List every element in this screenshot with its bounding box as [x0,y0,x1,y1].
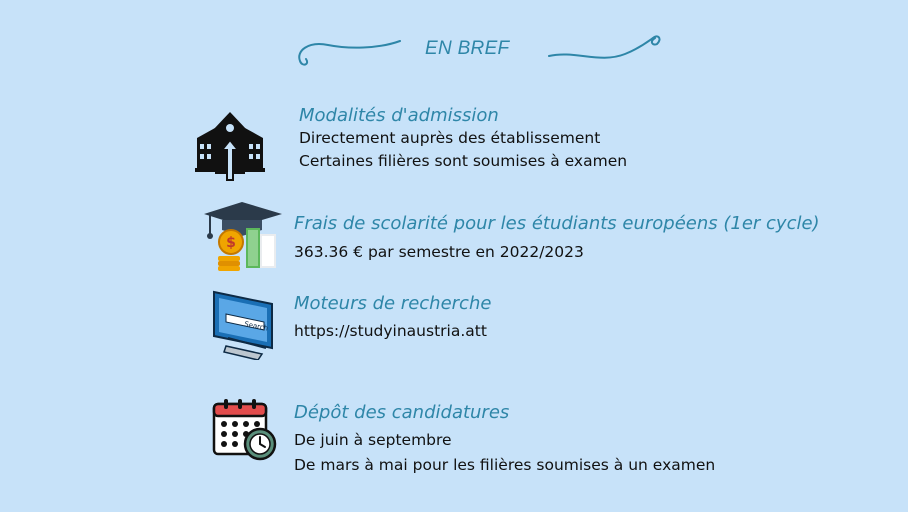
left-swirl-decoration [288,35,408,70]
search-monitor-icon [210,290,276,360]
header [0,30,908,70]
page-title: EN BREF [425,38,510,59]
tuition-line-1: 363.36 € par semestre en 2022/2023 [294,243,584,261]
tuition-title: Frais de scolarité pour les étudiants européens (1er cycle) [294,213,820,234]
search-engines-title: Moteurs de recherche [294,293,492,314]
applications-title: Dépôt des candidatures [294,402,510,423]
calendar-clock-icon [212,398,282,464]
search-engines-link[interactable]: https://studyinaustria.att [294,322,487,340]
admission-line-2: Certaines filières sont soumises à examen [299,152,628,170]
admission-line-1: Directement auprès des établissement [299,129,601,147]
search-icon-label: Search [243,320,269,333]
admission-title: Modalités d'admission [299,105,499,126]
svg-text:$: $ [226,235,236,251]
applications-line-1: De juin à septembre [294,431,452,449]
graduation-money-icon [204,200,286,272]
applications-line-2: De mars à mai pour les filières soumises à un examen [294,456,716,474]
school-building-icon [195,110,265,182]
right-swirl-decoration [545,30,665,65]
